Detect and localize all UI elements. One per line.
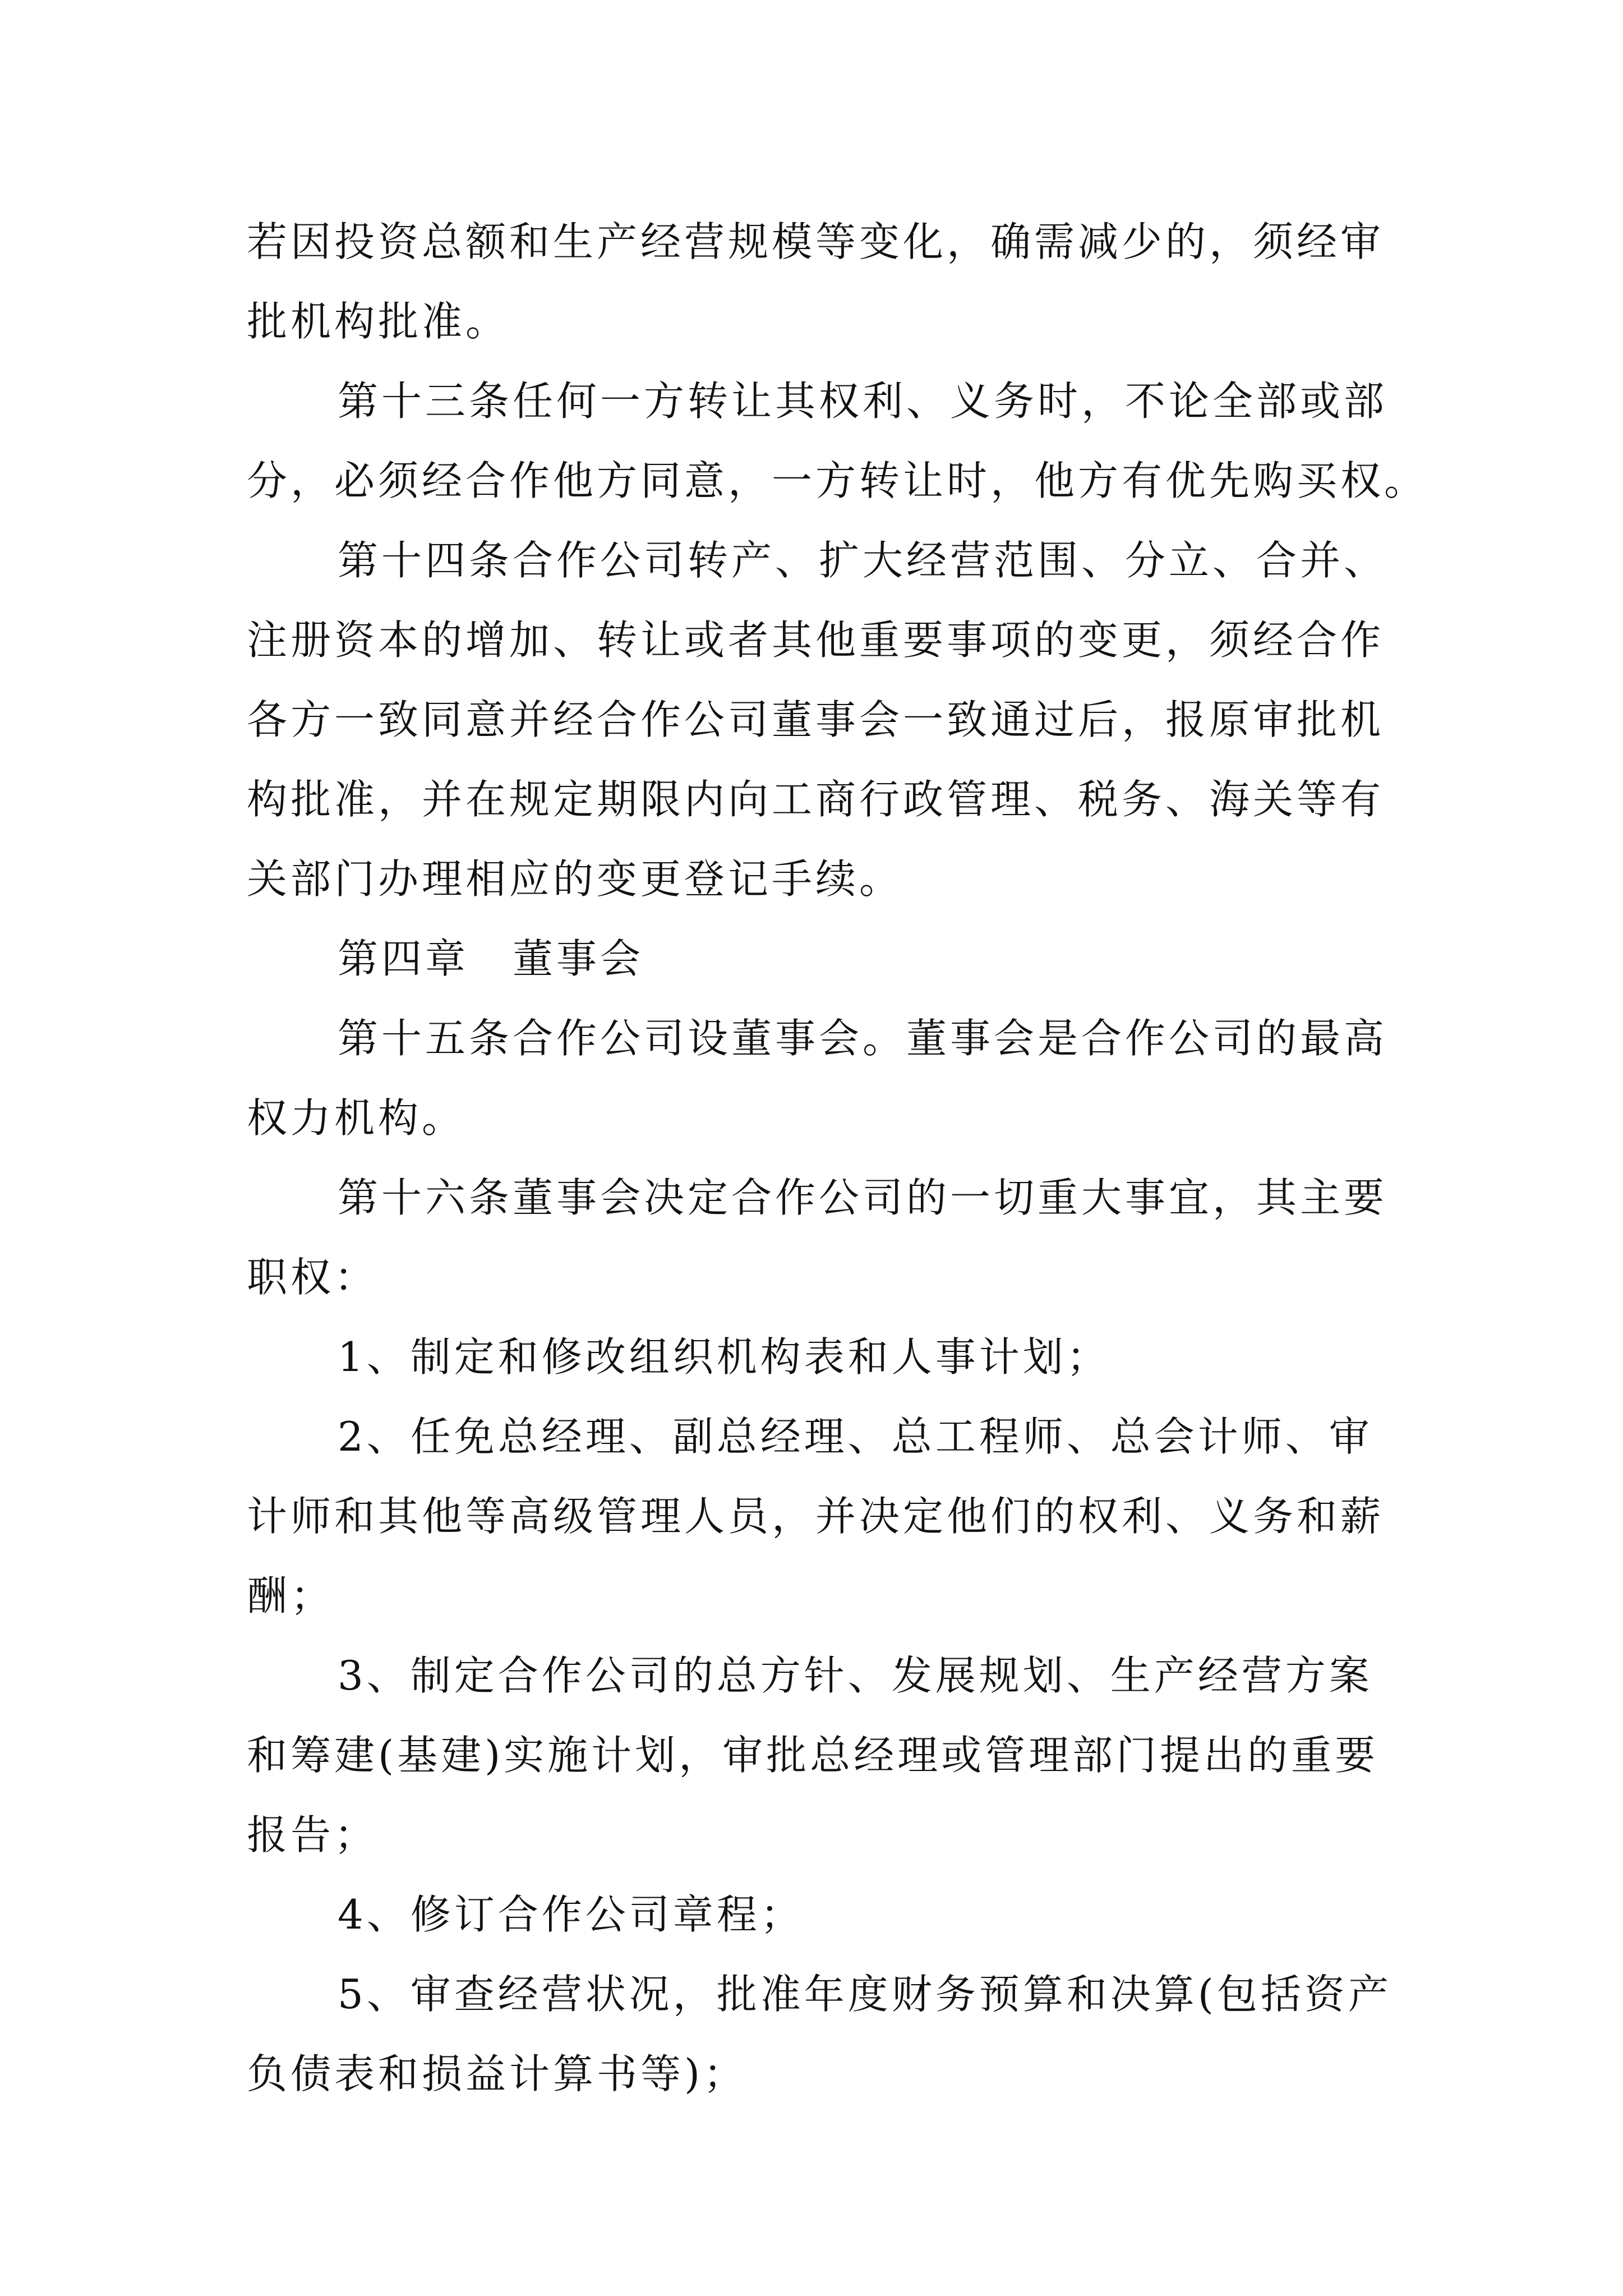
text-line: 若因投资总额和生产经营规模等变化，确需减少的，须经审 — [247, 218, 1385, 265]
list-item: 4、修订合作公司章程； — [338, 1891, 804, 1938]
text-line: 各方一致同意并经合作公司董事会一致通过后，报原审批机 — [247, 696, 1385, 743]
list-item: 2、任免总经理、副总经理、总工程师、总会计师、审 — [338, 1413, 1373, 1460]
text-line: 酬； — [247, 1572, 335, 1619]
text-line: 职权： — [247, 1254, 379, 1301]
text-line: 负债表和损益计算书等)； — [247, 2050, 748, 2097]
document-body — [247, 202, 1428, 2114]
paragraph-article-13: 第十三条任何一方转让其权利、义务时，不论全部或部 — [338, 378, 1388, 425]
text-line: 构批准，并在规定期限内向工商行政管理、税务、海关等有 — [247, 776, 1385, 823]
text-line: 和筹建(基建)实施计划，审批总经理或管理部门提出的重要 — [247, 1732, 1379, 1779]
text-line: 注册资本的增加、转让或者其他重要事项的变更，须经合作 — [247, 616, 1385, 664]
paragraph-article-15: 第十五条合作公司设董事会。董事会是合作公司的最高 — [338, 1015, 1388, 1062]
paragraph-article-14: 第十四条合作公司转产、扩大经营范围、分立、合并、 — [338, 537, 1388, 584]
text-line: 报告； — [247, 1811, 379, 1858]
list-item: 1、制定和修改组织机构表和人事计划； — [338, 1333, 1110, 1381]
list-item: 3、制定合作公司的总方针、发展规划、生产经营方案 — [338, 1652, 1373, 1699]
text-line: 计师和其他等高级管理人员，并决定他们的权利、义务和薪 — [247, 1493, 1385, 1540]
text-line: 批机构批准。 — [247, 298, 510, 345]
paragraph-article-16: 第十六条董事会决定合作公司的一切重大事宜，其主要 — [338, 1174, 1388, 1221]
list-item: 5、审查经营状况，批准年度财务预算和决算(包括资产 — [338, 1971, 1392, 2018]
text-line: 分，必须经合作他方同意，一方转让时，他方有优先购买权。 — [247, 457, 1428, 504]
text-line: 权力机构。 — [247, 1094, 466, 1142]
chapter-heading: 第四章 董事会 — [338, 935, 644, 982]
text-line: 关部门办理相应的变更登记手续。 — [247, 855, 903, 903]
